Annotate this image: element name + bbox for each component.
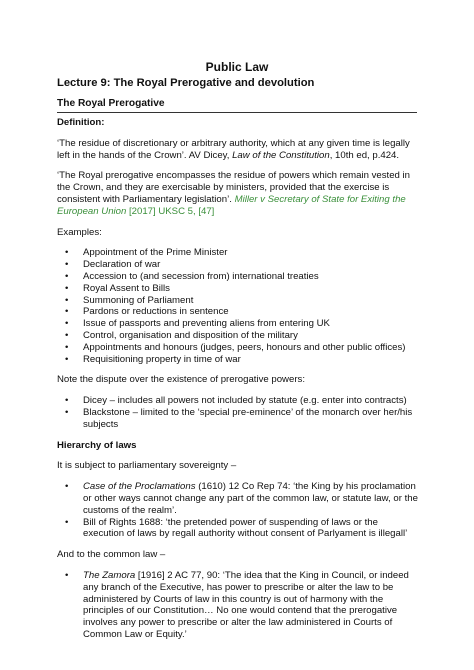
list-item (57, 481, 419, 516)
bullet-icon: • (65, 395, 69, 407)
bullet-icon: • (65, 569, 69, 581)
example-text: Control, organisation and disposition of the military (83, 329, 298, 341)
list-item (57, 259, 419, 271)
common-law-list (57, 570, 419, 641)
bullet-icon: • (65, 306, 69, 318)
list-item (57, 295, 419, 307)
bullet-icon: • (65, 481, 69, 493)
list-item (57, 330, 419, 342)
list-item (57, 318, 419, 330)
list-item (57, 283, 419, 295)
example-text: Pardons or reductions in sentence (83, 306, 229, 318)
bullet-icon: • (65, 247, 69, 259)
bullet-icon: • (65, 270, 69, 282)
list-item (57, 570, 419, 641)
list-item (57, 354, 419, 366)
example-text: Appointments and honours (judges, peers, honours and other public offices) (83, 341, 406, 353)
case-text: [1916] 2 AC 77, 90: ‘The idea that the King in Council, or indeed any branch of the Executive, has power to prescribe or alter the law to be administered by Courts of law in this country is out of harmony with the principles of our Constitution… No one would contend that the prerogative involves any power to prescribe or alter the law administered in Courts of Common Law or Equity.’ (83, 569, 409, 640)
common-law-label: And to the common law – (57, 549, 166, 561)
example-text: Appointment of the Prime Minister (83, 247, 228, 259)
dispute-text: Blackstone – limited to the ‘special pre-eminence’ of the monarch over her/his subjects (83, 406, 413, 430)
example-text: Accession to (and secession from) international treaties (83, 270, 319, 282)
examples-list (57, 247, 419, 365)
case-name: Case of the Proclamations (83, 481, 196, 493)
hierarchy-heading: Hierarchy of laws (57, 439, 137, 451)
example-text: Issue of passports and preventing aliens from entering UK (83, 318, 330, 330)
definition-1-rest: , 10th ed, p.424. (329, 149, 400, 161)
case-name: The Zamora (83, 569, 136, 581)
sovereignty-list (57, 481, 419, 540)
dispute-text: Dicey – includes all powers not included by statute (e.g. enter into contracts) (83, 395, 407, 407)
example-text: Royal Assent to Bills (83, 282, 170, 294)
list-item (57, 306, 419, 318)
bullet-icon: • (65, 516, 69, 528)
case-text: (1610) 12 Co Rep 74: ‘the King by his proclamation or other ways cannot change any part of the common law, or statute law, or the customs of the realm’. (83, 481, 418, 516)
list-item (57, 247, 419, 259)
example-text: Requisitioning property in time of war (83, 353, 241, 365)
bullet-icon: • (65, 406, 69, 418)
list-item (57, 395, 419, 407)
list-item (57, 342, 419, 354)
bullet-icon: • (65, 341, 69, 353)
bill-of-rights-text: Bill of Rights 1688: ‘the pretended power of suspending of laws or the execution of laws by regall authority without consent of Parlyament is illegall’ (83, 516, 408, 540)
miller-citation[interactable]: [2017] UKSC 5, [47] (126, 205, 215, 217)
list-item (57, 271, 419, 283)
miller-case-link[interactable]: Miller v Secretary of State for Exiting the European Union (57, 193, 406, 217)
bullet-icon: • (65, 282, 69, 294)
dispute-list (57, 395, 419, 430)
examples-label: Examples: (57, 226, 102, 238)
bullet-icon: • (65, 329, 69, 341)
lecture-heading: Lecture 9: The Royal Prerogative and devolution (57, 77, 315, 89)
document-title: Public Law (205, 60, 269, 74)
example-text: Declaration of war (83, 259, 161, 271)
definition-paragraph-2 (57, 170, 419, 217)
section-heading: The Royal Prerogative (57, 98, 417, 113)
bullet-icon: • (65, 353, 69, 365)
bullet-icon: • (65, 294, 69, 306)
list-item (57, 407, 419, 431)
definition-2-text: ‘The Royal prerogative encompasses the residue of powers which remain vested in the Crown, and they are exercisable by ministers, provided that the exercise is consistent with Parliamentary legislation’. (57, 170, 411, 205)
definition-paragraph-1 (57, 138, 419, 162)
bullet-icon: • (65, 259, 69, 271)
bullet-icon: • (65, 318, 69, 330)
document-body (57, 117, 419, 650)
definition-1-text: ‘The residue of discretionary or arbitrary authority, which at any given time is legally left in the hands of the Crown’. AV Dicey, (57, 137, 410, 161)
example-text: Summoning of Parliament (83, 294, 194, 306)
book-title: Law of the Constitution (232, 149, 330, 161)
list-item (57, 517, 419, 541)
sovereignty-label: It is subject to parliamentary sovereignty – (57, 460, 237, 472)
dispute-label: Note the dispute over the existence of prerogative powers: (57, 374, 305, 386)
definition-heading: Definition: (57, 117, 105, 128)
